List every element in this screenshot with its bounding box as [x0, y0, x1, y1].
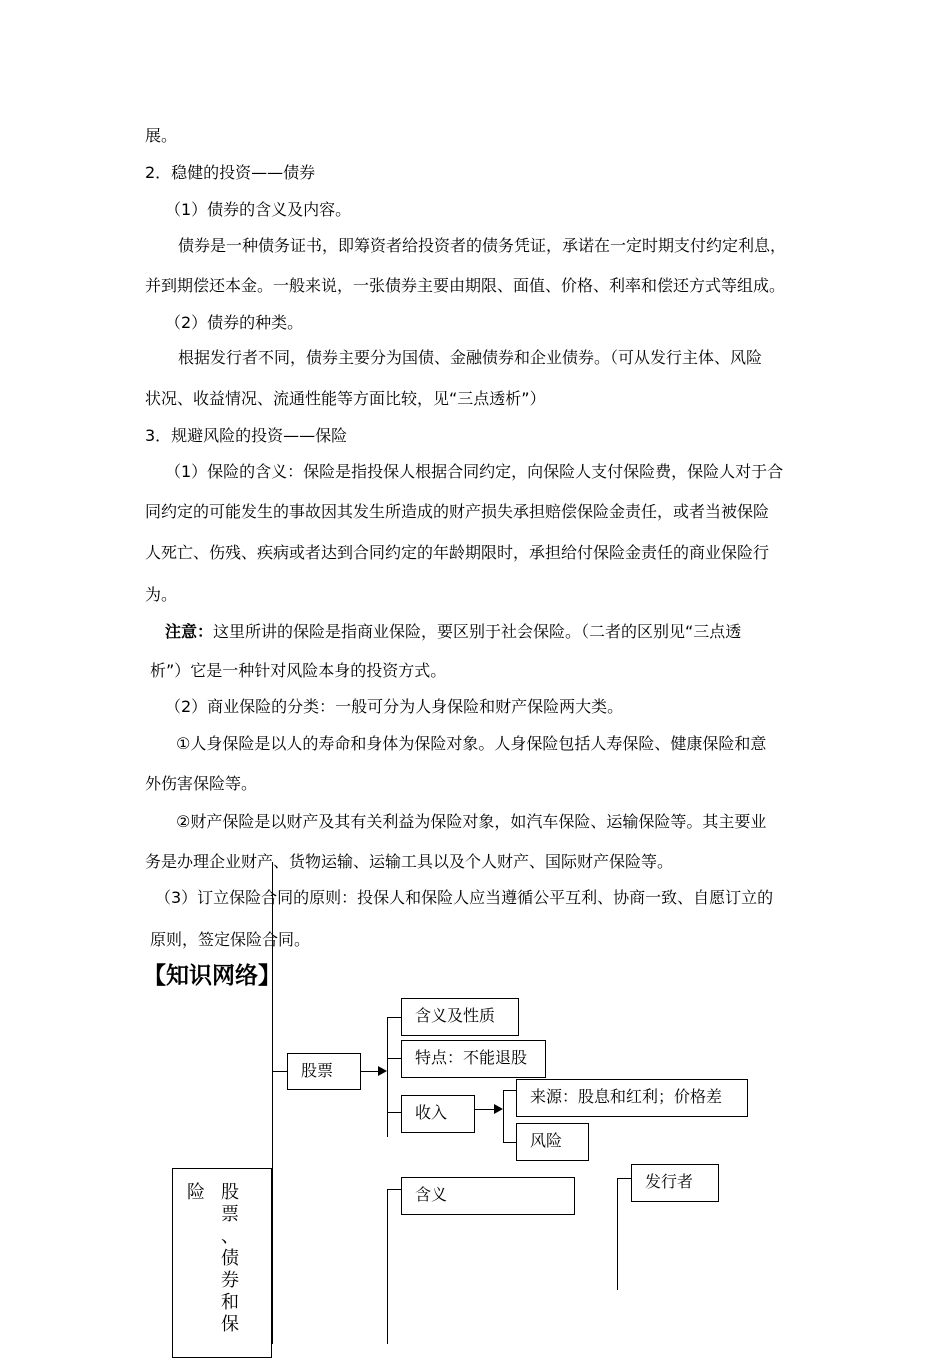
subheading: （3）订立保险合同的原则：投保人和保险人应当遵循公平互利、协商一致、自愿订立的 — [155, 888, 774, 907]
paragraph-line: 人死亡、伤残、疾病或者达到合同约定的年龄期限时，承担给付保险金责任的商业保险行 — [145, 543, 770, 562]
bracket-line — [503, 1090, 504, 1142]
paragraph-line: 状况、收益情况、流通性能等方面比较，见“三点透析”） — [145, 389, 546, 408]
paragraph-line: 债券是一种债务证书，即筹资者给投资者的债务凭证，承诺在一定时期支付约定利息， — [178, 236, 787, 255]
subheading: （2）债券的种类。 — [165, 313, 304, 332]
connector-line — [503, 1142, 516, 1143]
topic-char: 保 — [221, 1314, 239, 1335]
stock-box: 股票 — [287, 1053, 361, 1090]
paragraph-line: 原则，签定保险合同。 — [150, 930, 311, 949]
topic-char: 股 — [221, 1182, 239, 1203]
section-heading-bonds: 2．稳健的投资——债券 — [145, 163, 316, 182]
risk-box: 风险 — [516, 1123, 589, 1161]
knowledge-network-heading: 【知识网络】 — [143, 963, 281, 989]
paragraph-line: ②财产保险是以财产及其有关利益为保险对象，如汽车保险、运输保险等。其主要业 — [176, 812, 767, 831]
paragraph-line: ①人身保险是以人的寿命和身体为保险对象。人身保险包括人寿保险、健康保险和意 — [176, 734, 767, 753]
topic-col1 — [186, 1182, 206, 1204]
topic-char: 票 — [221, 1204, 239, 1225]
stock-meaning-box: 含义及性质 — [401, 998, 519, 1036]
issuer-box: 发行者 — [631, 1164, 719, 1202]
connector-line — [617, 1178, 631, 1179]
main-trunk-line — [272, 862, 273, 1344]
topic-char: 债 — [221, 1248, 239, 1269]
note-label: 注意： — [165, 622, 214, 641]
topic-char: 险 — [187, 1182, 205, 1203]
connector-line — [387, 1058, 401, 1059]
bracket-line — [387, 1189, 388, 1344]
paragraph-line: 根据发行者不同，债券主要分为国债、金融债券和企业债券。（可从发行主体、风险 — [178, 348, 763, 367]
topic-char: 和 — [221, 1292, 239, 1313]
connector-line — [387, 1112, 401, 1113]
paragraph-line: 展。 — [145, 126, 178, 145]
topic-col2 — [220, 1182, 240, 1336]
note-text: 这里所讲的保险是指商业保险，要区别于社会保险。（二者的区别见“三点透 — [213, 622, 742, 641]
arrow-icon — [378, 1066, 387, 1076]
connector-line — [387, 1017, 401, 1018]
stock-feature-box: 特点：不能退股 — [401, 1040, 546, 1078]
paragraph-line: 务是办理企业财产、货物运输、运输工具以及个人财产、国际财产保险等。 — [145, 852, 674, 871]
topic-char: 券 — [221, 1270, 239, 1291]
connector-line — [272, 1071, 287, 1072]
income-box: 收入 — [401, 1095, 475, 1133]
bracket-line — [617, 1178, 618, 1290]
subheading: （2）商业保险的分类：一般可分为人身保险和财产保险两大类。 — [165, 697, 624, 716]
income-source-box: 来源：股息和红利；价格差 — [516, 1079, 748, 1117]
paragraph-line: （1）保险的含义：保险是指投保人根据合同约定，向保险人支付保险费，保险人对于合 — [165, 462, 784, 481]
subheading: （1）债券的含义及内容。 — [165, 200, 352, 219]
section-heading-insurance: 3．规避风险的投资——保险 — [145, 426, 348, 445]
paragraph-line: 外伤害保险等。 — [145, 774, 258, 793]
arrow-icon — [494, 1104, 503, 1114]
connector-line — [361, 1071, 378, 1072]
paragraph-line: 并到期偿还本金。一般来说，一张债券主要由期限、面值、价格、利率和偿还方式等组成。 — [145, 276, 786, 295]
connector-line — [503, 1090, 516, 1091]
connector-line — [475, 1109, 495, 1110]
paragraph-line: 同约定的可能发生的事故因其发生所造成的财产损失承担赔偿保险金责任，或者当被保险 — [145, 502, 770, 521]
paragraph-line: 为。 — [145, 585, 178, 604]
bond-meaning-box: 含义 — [401, 1177, 575, 1215]
bracket-line — [387, 1017, 388, 1137]
paragraph-line: 析”）它是一种针对风险本身的投资方式。 — [150, 661, 447, 680]
topic-char: 、 — [221, 1226, 239, 1247]
note-line — [165, 622, 741, 642]
connector-line — [387, 1189, 401, 1190]
